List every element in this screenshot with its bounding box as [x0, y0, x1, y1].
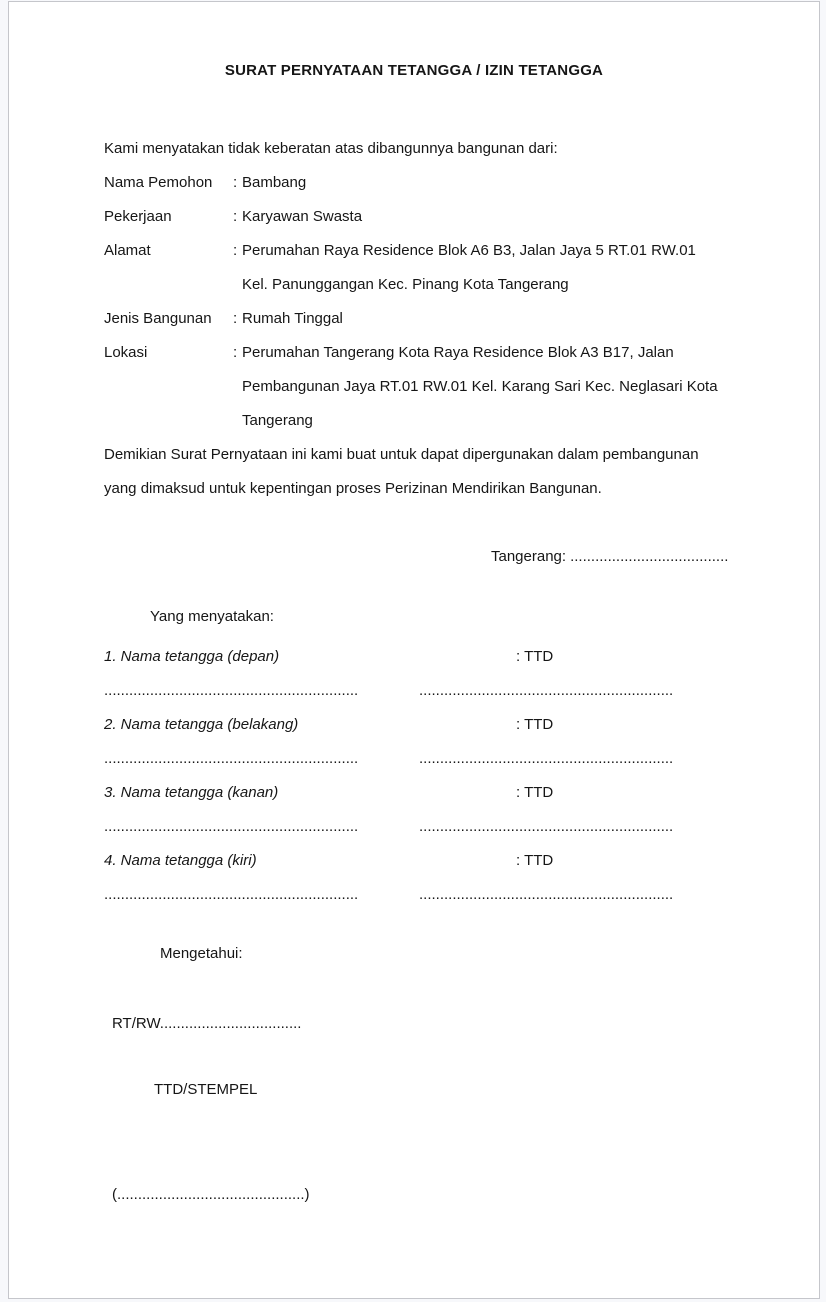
ttd-label: : TTD [516, 648, 554, 665]
letter-title: SURAT PERNYATAAN TETANGGA / IZIN TETANGGA [224, 62, 604, 79]
neighbor-row-left [104, 844, 724, 878]
signature-fill-line: ............................................................. [419, 750, 674, 767]
ttd-label: : TTD [516, 852, 554, 869]
letter-content [9, 2, 819, 1212]
field-value: Bambang [242, 174, 307, 191]
name-fill-line: ............................................................. [104, 682, 359, 699]
field-value: Perumahan Tangerang Kota Raya Residence Blok A3 B17, Jalan Pembangunan Jaya RT.01 RW.01 Kel. Karang Sari Kec. Neglasari Kota Tangerang [242, 344, 718, 429]
field-label: Lokasi [104, 344, 148, 361]
neighbor-label: 3. Nama tetangga (kanan) [104, 784, 279, 801]
field-row-alamat [104, 234, 724, 302]
field-row-lokasi [104, 336, 724, 438]
official-name-fill-line: (.............................................) [112, 1186, 310, 1203]
ttd-label: : TTD [516, 716, 554, 733]
field-label: Jenis Bangunan [104, 310, 212, 327]
field-colon: : [233, 208, 238, 225]
ttd-label: : TTD [516, 784, 554, 801]
neighbor-label: 2. Nama tetangga (belakang) [104, 716, 299, 733]
neighbor-label: 4. Nama tetangga (kiri) [104, 852, 257, 869]
neighbor-signature-list [104, 640, 724, 912]
neighbor-signature-lines [104, 674, 724, 708]
acknowledgement-heading: Mengetahui: [160, 945, 243, 962]
neighbor-label: 1. Nama tetangga (depan) [104, 648, 280, 665]
field-row-pekerjaan [104, 200, 724, 234]
name-fill-line: ............................................................. [104, 818, 359, 835]
place-date-fill-line: ...................................... [570, 548, 729, 565]
neighbor-row-right [104, 776, 724, 810]
field-label: Pekerjaan [104, 208, 172, 225]
field-label: Nama Pemohon [104, 174, 213, 191]
field-label: Alamat [104, 242, 151, 259]
rt-rw-fill-line: RT/RW.................................. [112, 1015, 302, 1032]
field-colon: : [233, 310, 238, 327]
neighbor-row-front [104, 640, 724, 674]
field-row-nama-pemohon [104, 166, 724, 200]
neighbor-row-back [104, 708, 724, 742]
document-page [8, 1, 820, 1299]
closing-paragraph: Demikian Surat Pernyataan ini kami buat untuk dapat dipergunakan dalam pembangunan yang dimaksud untuk kepentingan proses Perizinan Mendirikan Bangunan. [104, 446, 699, 497]
signature-fill-line: ............................................................. [419, 682, 674, 699]
stamp-signature-label: TTD/STEMPEL [154, 1081, 258, 1098]
field-value: Karyawan Swasta [242, 208, 363, 225]
place-date-line [104, 540, 729, 574]
field-colon: : [233, 344, 238, 361]
field-colon: : [233, 174, 238, 191]
field-row-jenis-bangunan [104, 302, 724, 336]
neighbor-signature-lines [104, 878, 724, 912]
field-value: Perumahan Raya Residence Blok A6 B3, Jalan Jaya 5 RT.01 RW.01 Kel. Panunggangan Kec. Pinang Kota Tangerang [242, 242, 696, 293]
signature-fill-line: ............................................................. [419, 886, 674, 903]
name-fill-line: ............................................................. [104, 750, 359, 767]
field-colon: : [233, 242, 238, 259]
neighbor-signature-lines [104, 810, 724, 844]
field-value: Rumah Tinggal [242, 310, 343, 327]
neighbor-signature-lines [104, 742, 724, 776]
intro-paragraph: Kami menyatakan tidak keberatan atas dibangunnya bangunan dari: [104, 140, 558, 157]
declaration-heading: Yang menyatakan: [150, 608, 274, 625]
applicant-fields [104, 166, 724, 438]
place-label: Tangerang: [491, 548, 567, 565]
name-fill-line: ............................................................. [104, 886, 359, 903]
signature-fill-line: ............................................................. [419, 818, 674, 835]
